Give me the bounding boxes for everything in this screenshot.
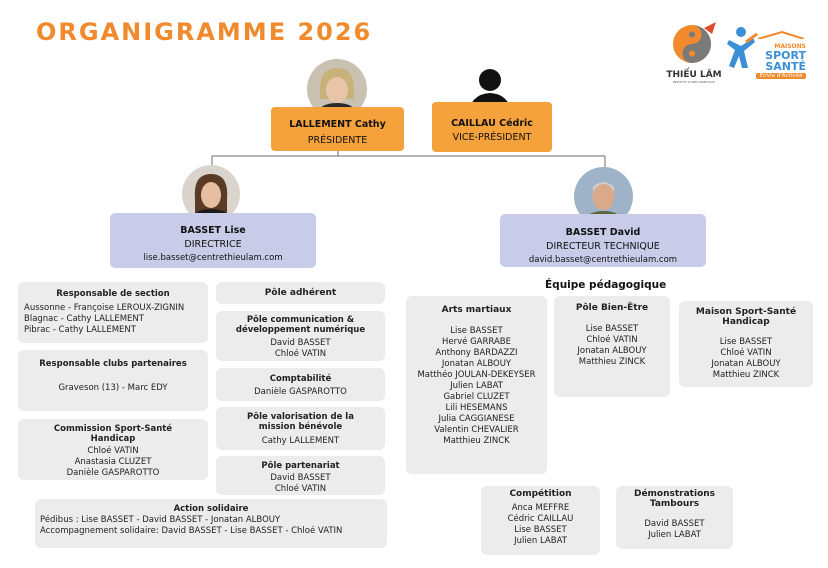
action-solidaire-card (35, 499, 387, 548)
competition-member: Cédric CAILLAU (507, 514, 574, 524)
comptabilite-card (216, 368, 385, 401)
maisons-tagline: EnVie d'Activité (756, 73, 806, 79)
arts-martiaux-member: Matthéo JOULAN-DEKEYSER (417, 370, 536, 380)
vice-president-role: VICE-PRÉSIDENT (452, 132, 532, 143)
arts-martiaux-member: Anthony BARDAZZI (435, 348, 518, 358)
demonstrations-member: David BASSET (644, 519, 705, 529)
arts-martiaux-card (406, 296, 547, 474)
vice-president-name: CAILLAU Cédric (451, 118, 533, 129)
equipe-pedagogique-heading: Équipe pédagogique (545, 279, 667, 291)
arts-martiaux-member: Lise BASSET (450, 326, 503, 336)
president-box (271, 107, 404, 151)
pole-adherent-title: Pôle adhérent (264, 288, 337, 298)
commission-member: Danièle GASPAROTTO (66, 468, 160, 478)
directeur-technique-box (500, 214, 706, 267)
pole-bien-etre-member: Jonatan ALBOUY (577, 346, 647, 356)
competition-member: Lise BASSET (514, 525, 567, 535)
competition-title: Compétition (509, 489, 572, 499)
maison-sport-sante-title: Maison Sport-Santé Handicap (695, 307, 797, 327)
pole-communication-member: David BASSET (270, 338, 331, 348)
responsable-clubs-title: Responsable clubs partenaires (39, 359, 187, 369)
pole-partenariat-member: David BASSET (270, 473, 331, 483)
pole-communication-card (216, 311, 385, 361)
arts-martiaux-member: Valentin CHEVALIER (434, 425, 519, 435)
commission-member: Anastasia CLUZET (74, 457, 152, 467)
commission-member: Chloé VATIN (87, 446, 139, 456)
pole-adherent-card (216, 282, 385, 304)
directeur-technique-role: DIRECTEUR TECHNIQUE (546, 241, 660, 252)
maison-sport-sante-member: Chloé VATIN (720, 348, 772, 358)
pole-bien-etre-member: Lise BASSET (585, 324, 639, 334)
directrice-box (110, 213, 316, 268)
comptabilite-member: Danièle GASPAROTTO (254, 387, 347, 397)
arts-martiaux-title: Arts martiaux (441, 305, 512, 315)
maison-sport-sante-card (679, 301, 813, 387)
action-accompagnement: Accompagnement solidaire: David BASSET - Lise BASSET - Chloé VATIN (40, 526, 343, 536)
pole-communication-title: Pôle communication & développement numérique (235, 315, 366, 335)
sante-label: SANTÉ (765, 60, 806, 73)
arts-martiaux-member: Julia CAGGIANESE (438, 414, 515, 424)
vice-president-box (432, 102, 552, 152)
section-pibrac: Pibrac - Cathy LALLEMENT (24, 325, 136, 335)
comptabilite-title: Comptabilité (269, 374, 332, 384)
arts-martiaux-member: Lili HESEMANS (445, 403, 508, 413)
arts-martiaux-member: Julien LABAT (450, 381, 503, 391)
responsable-clubs-card (18, 350, 208, 411)
pole-partenariat-card (216, 456, 385, 495)
maison-sport-sante-member: Jonatan ALBOUY (711, 359, 781, 369)
pole-bien-etre-card (554, 296, 670, 397)
president-role: PRÉSIDENTE (307, 135, 368, 146)
president-name: LALLEMENT Cathy (289, 119, 386, 130)
arts-martiaux-member: Jonatan ALBOUY (441, 359, 512, 369)
thieu-lam-logo-subtext: INSTITUT D'ARTS MARTIAUX (673, 80, 715, 84)
directrice-role: DIRECTRICE (184, 239, 242, 250)
demonstrations-tambours-card (616, 486, 733, 549)
section-aussonne: Aussonne - Françoise LEROUX-ZIGNIN (24, 303, 185, 313)
directeur-technique-name: BASSET David (565, 227, 641, 238)
maisons-label: MAISONS (774, 43, 806, 50)
demonstrations-member: Julien LABAT (648, 530, 701, 540)
competition-member: Julien LABAT (514, 536, 567, 546)
pole-valorisation-title: Pôle valorisation de la mission bénévole (247, 412, 354, 432)
sport-label: SPORT (765, 49, 806, 62)
pole-bien-etre-member: Chloé VATIN (586, 335, 638, 345)
maison-sport-sante-member: Lise BASSET (719, 337, 773, 347)
action-pedibus: Pédibus : Lise BASSET - David BASSET - Jonatan ALBOUY (40, 515, 281, 525)
maison-sport-sante-member: Matthieu ZINCK (712, 370, 780, 380)
commission-title: Commission Sport-Santé Handicap (53, 424, 173, 444)
club-graveson: Graveson (13) - Marc EDY (58, 383, 168, 393)
pole-partenariat-title: Pôle partenariat (261, 461, 340, 471)
responsable-section-card (18, 282, 208, 343)
commission-card (18, 419, 208, 480)
arts-martiaux-member: Matthieu ZINCK (443, 436, 510, 446)
competition-card (481, 486, 600, 555)
pole-communication-member: Chloé VATIN (274, 349, 327, 359)
pole-bien-etre-title: Pôle Bien-Être (575, 303, 649, 313)
directeur-technique-email[interactable]: david.basset@centrethieulam.com (528, 255, 678, 265)
competition-member: Anca MEFFRE (511, 503, 570, 513)
pole-valorisation-member: Cathy LALLEMENT (261, 436, 340, 446)
section-blagnac: Blagnac - Cathy LALLEMENT (24, 314, 144, 324)
arts-martiaux-member: Gabriel CLUZET (443, 392, 510, 402)
directrice-name: BASSET Lise (180, 225, 246, 236)
action-solidaire-title: Action solidaire (173, 504, 249, 514)
page-title: ORGANIGRAMME 2026 (36, 18, 373, 46)
thieu-lam-logo-text: THIẾU LÂM (666, 70, 722, 80)
pole-bien-etre-member: Matthieu ZINCK (578, 357, 646, 367)
responsable-section-title: Responsable de section (56, 289, 170, 299)
pole-partenariat-member: Chloé VATIN (274, 484, 327, 494)
demonstrations-tambours-title: Démonstrations Tambours (633, 489, 716, 509)
pole-valorisation-card (216, 407, 385, 450)
arts-martiaux-member: Hervé GARRABE (442, 337, 511, 347)
directrice-email[interactable]: lise.basset@centrethieulam.com (143, 253, 283, 263)
